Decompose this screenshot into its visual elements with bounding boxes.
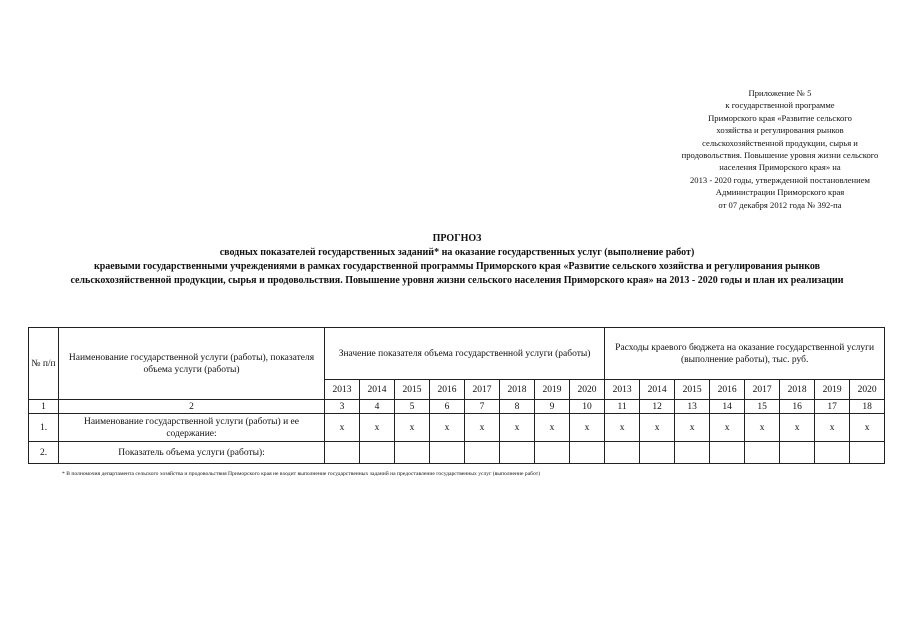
year-cell: 2019 — [535, 380, 570, 400]
year-cell: 2013 — [325, 380, 360, 400]
heading-line-2: краевыми государственными учреждениями в рамках государственной программы Приморского края «Развитие сельского хозяйства и регулирования рынков — [93, 261, 821, 272]
value-cell — [850, 442, 885, 464]
row-num: 1. — [29, 414, 59, 442]
value-cell — [640, 442, 675, 464]
year-cell: 2019 — [815, 380, 850, 400]
index-cell: 14 — [710, 400, 745, 414]
year-cell: 2020 — [850, 380, 885, 400]
table-row — [29, 442, 885, 464]
appendix-block — [660, 87, 900, 211]
header-num: № п/п — [29, 328, 59, 400]
year-cell: 2018 — [780, 380, 815, 400]
index-cell: 1 — [29, 400, 59, 414]
appendix-line: хозяйства и регулирования рынков — [716, 125, 844, 136]
value-cell — [535, 442, 570, 464]
row-num: 2. — [29, 442, 59, 464]
document-heading — [40, 232, 874, 288]
index-cell: 4 — [360, 400, 395, 414]
value-cell — [675, 442, 710, 464]
value-cell — [745, 442, 780, 464]
value-cell: х — [640, 414, 675, 442]
value-cell — [605, 442, 640, 464]
index-cell: 7 — [465, 400, 500, 414]
appendix-line: Приморского края «Развитие сельского — [708, 112, 852, 123]
value-cell — [325, 442, 360, 464]
appendix-line: населения Приморского края» на — [719, 162, 841, 173]
appendix-line: Администрации Приморского края — [715, 187, 845, 198]
index-cell: 5 — [395, 400, 430, 414]
row-name: Наименование государственной услуги (работы) и ее содержание: — [59, 414, 325, 442]
index-cell: 6 — [430, 400, 465, 414]
value-cell — [395, 442, 430, 464]
header-expenses-group: Расходы краевого бюджета на оказание государственной услуги (выполнение работы), тыс. руб. — [605, 328, 885, 380]
value-cell: х — [675, 414, 710, 442]
index-cell: 13 — [675, 400, 710, 414]
year-cell: 2014 — [360, 380, 395, 400]
table-row — [29, 414, 885, 442]
value-cell — [360, 442, 395, 464]
value-cell: х — [710, 414, 745, 442]
appendix-line: 2013 - 2020 годы, утвержденной постановлением — [689, 174, 870, 185]
header-name: Наименование государственной услуги (работы), показателя объема услуги (работы) — [59, 328, 325, 400]
value-cell — [465, 442, 500, 464]
value-cell: х — [780, 414, 815, 442]
value-cell: х — [360, 414, 395, 442]
year-cell: 2020 — [570, 380, 605, 400]
value-cell — [430, 442, 465, 464]
index-cell: 11 — [605, 400, 640, 414]
year-cell: 2015 — [675, 380, 710, 400]
document-title: ПРОГНОЗ — [432, 233, 482, 244]
value-cell: х — [500, 414, 535, 442]
value-cell — [500, 442, 535, 464]
table-header-row — [29, 328, 885, 380]
year-cell: 2013 — [605, 380, 640, 400]
value-cell: х — [465, 414, 500, 442]
index-cell: 8 — [500, 400, 535, 414]
value-cell: х — [535, 414, 570, 442]
column-index-row — [29, 400, 885, 414]
value-cell: х — [815, 414, 850, 442]
appendix-line: от 07 декабря 2012 года № 392-па — [718, 199, 842, 210]
value-cell — [710, 442, 745, 464]
value-cell: х — [430, 414, 465, 442]
value-cell — [815, 442, 850, 464]
heading-line-1: сводных показателей государственных заданий* на оказание государственных услуг (выполнение работ) — [219, 247, 695, 258]
value-cell — [570, 442, 605, 464]
heading-line-3: сельскохозяйственной продукции, сырья и продовольствия. Повышение уровня жизни сельского населения Приморского края» на 2013 - 2020 годы и план их реализации — [70, 275, 844, 286]
appendix-line: к государственной программе — [725, 100, 835, 111]
value-cell: х — [850, 414, 885, 442]
year-cell: 2016 — [430, 380, 465, 400]
year-cell: 2018 — [500, 380, 535, 400]
year-cell: 2017 — [745, 380, 780, 400]
value-cell: х — [605, 414, 640, 442]
index-cell: 9 — [535, 400, 570, 414]
forecast-table — [28, 327, 885, 464]
index-cell: 2 — [59, 400, 325, 414]
row-name: Показатель объема услуги (работы): — [59, 442, 325, 464]
year-cell: 2014 — [640, 380, 675, 400]
index-cell: 16 — [780, 400, 815, 414]
value-cell: х — [570, 414, 605, 442]
index-cell: 3 — [325, 400, 360, 414]
index-cell: 10 — [570, 400, 605, 414]
header-volume-group: Значение показателя объема государственной услуги (работы) — [325, 328, 605, 380]
year-cell: 2015 — [395, 380, 430, 400]
value-cell: х — [395, 414, 430, 442]
index-cell: 12 — [640, 400, 675, 414]
appendix-line: продовольствия. Повышение уровня жизни сельского — [681, 150, 879, 161]
year-cell: 2017 — [465, 380, 500, 400]
value-cell: х — [325, 414, 360, 442]
index-cell: 17 — [815, 400, 850, 414]
appendix-line: Приложение № 5 — [748, 88, 812, 98]
value-cell — [780, 442, 815, 464]
index-cell: 18 — [850, 400, 885, 414]
appendix-line: сельскохозяйственной продукции, сырья и — [702, 137, 858, 148]
value-cell: х — [745, 414, 780, 442]
year-cell: 2016 — [710, 380, 745, 400]
index-cell: 15 — [745, 400, 780, 414]
footnote: * В полномочия департамента сельского хозяйства и продовольствия Приморского края не входит выполнение государственных заданий на предоставление государственных услуг (выполнение работ) — [62, 471, 541, 477]
